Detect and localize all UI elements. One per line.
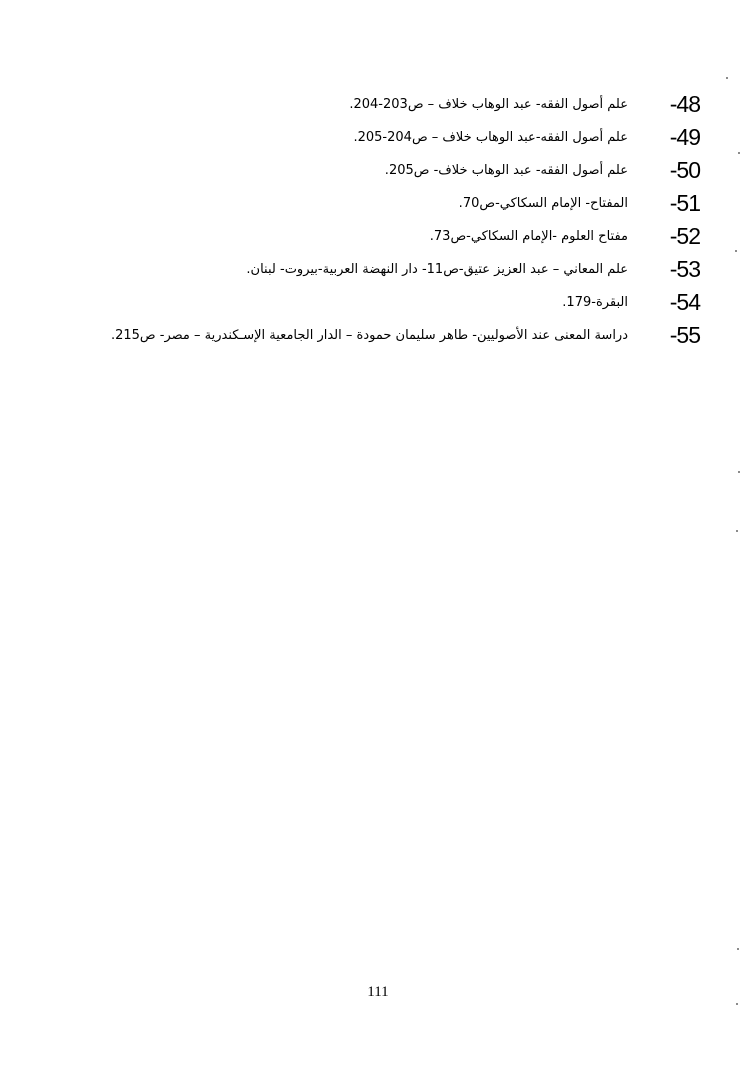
scan-speck	[736, 1003, 738, 1005]
endnote-number: -53	[669, 256, 700, 282]
endnote-48	[100, 88, 700, 121]
endnote-number: -52	[669, 223, 700, 249]
endnote-text: المفتاح- الإمام السكاكي-ص70.	[458, 196, 628, 211]
endnote-text: علم أصول الفقه- عبد الوهاب خلاف- ص205.	[384, 163, 628, 178]
endnote-53	[100, 253, 700, 286]
scan-speck	[736, 530, 738, 532]
scan-speck	[735, 250, 737, 252]
endnote-52	[100, 220, 700, 253]
endnote-number: -48	[669, 91, 700, 117]
endnote-text: دراسة المعنى عند الأصوليين- طاهر سليمان حمودة – الدار الجامعية الإسـكندرية – مصر- ص215.	[110, 328, 628, 343]
endnote-number: -49	[669, 124, 700, 150]
endnote-number: -55	[669, 322, 700, 348]
endnote-50	[100, 154, 700, 187]
endnote-49	[100, 121, 700, 154]
endnote-number: -50	[669, 157, 700, 183]
endnote-number: -54	[669, 289, 700, 315]
page-number: 111	[367, 984, 389, 1000]
endnote-text: علم أصول الفقه-عبد الوهاب خلاف – ص204-205.	[353, 130, 628, 145]
endnote-51	[100, 187, 700, 220]
scan-speck	[737, 948, 739, 950]
endnotes-list	[100, 88, 700, 352]
endnote-text: علم المعاني – عبد العزيز عتيق-ص11- دار النهضة العربية-بيروت- لبنان.	[246, 262, 628, 277]
endnote-text: مفتاح العلوم -الإمام السكاكي-ص73.	[429, 229, 628, 244]
endnote-text: البقرة-179.	[562, 295, 628, 310]
endnote-number: -51	[669, 190, 700, 216]
endnote-text: علم أصول الفقه- عبد الوهاب خلاف – ص203-204.	[349, 97, 628, 112]
scan-speck	[738, 152, 740, 154]
endnote-54	[100, 286, 700, 319]
endnote-55	[100, 319, 700, 352]
scan-speck	[726, 77, 728, 79]
scan-speck	[738, 471, 740, 473]
